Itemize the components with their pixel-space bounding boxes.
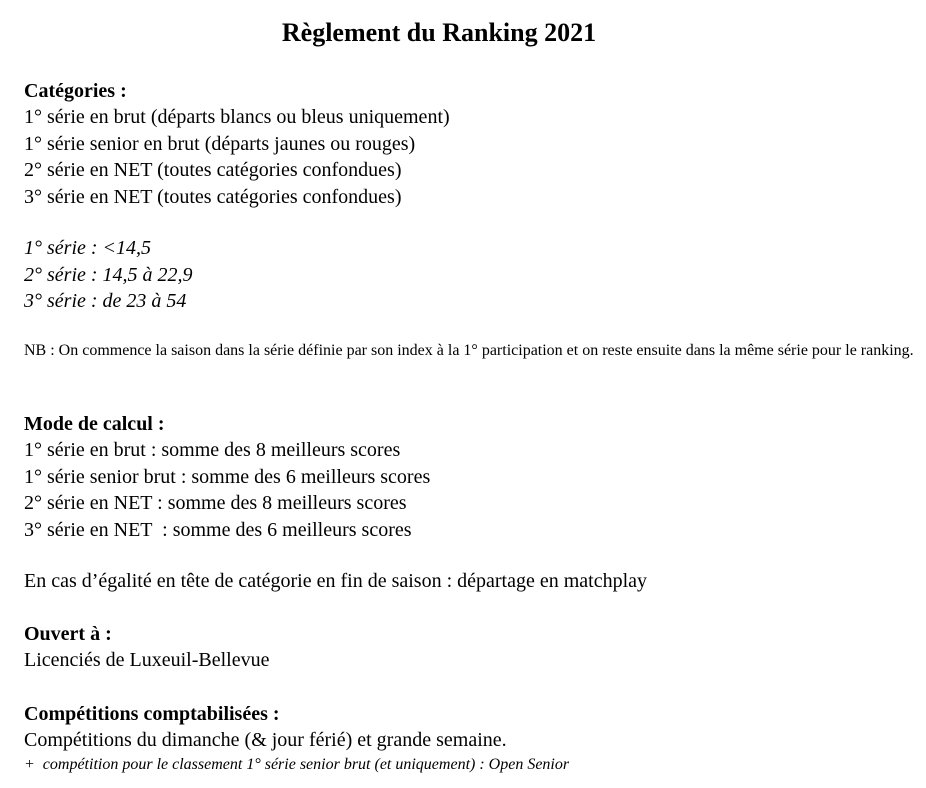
series-ranges-section <box>24 235 914 315</box>
open-to-section <box>24 621 914 674</box>
competitions-section <box>24 701 914 776</box>
series-range-item: 1° série : <14,5 <box>24 237 152 259</box>
open-to-text: Licenciés de Luxeuil-Bellevue <box>24 649 270 671</box>
calculation-item: 2° série en NET : somme des 8 meilleurs scores <box>24 492 407 514</box>
calculation-section <box>24 411 914 543</box>
competitions-text: Compétitions du dimanche (& jour férié) et grande semaine. <box>24 729 507 751</box>
calculation-item: 1° série senior brut : somme des 6 meilleurs scores <box>24 465 431 488</box>
series-range-item: 2° série : 14,5 à 22,9 <box>24 263 193 286</box>
category-item: 1° série senior en brut (départs jaunes ou rouges) <box>24 132 416 155</box>
category-item: 3° série en NET (toutes catégories confondues) <box>24 185 402 208</box>
categories-section <box>24 78 914 210</box>
season-note: NB : On commence la saison dans la série définie par son index à la 1° participation et on reste ensuite dans la même série pour le ranking. <box>24 342 914 359</box>
calculation-item: 3° série en NET : somme des 6 meilleurs scores <box>24 518 412 541</box>
categories-heading: Catégories : <box>24 80 127 102</box>
series-range-item: 3° série : de 23 à 54 <box>24 290 187 312</box>
calculation-item: 1° série en brut : somme des 8 meilleurs scores <box>24 439 401 461</box>
page-title: Règlement du Ranking 2021 <box>281 18 597 47</box>
category-item: 2° série en NET (toutes catégories confondues) <box>24 159 402 181</box>
competitions-extra: + compétition pour le classement 1° série senior brut (et uniquement) : Open Senior <box>24 755 570 773</box>
open-to-heading: Ouvert à : <box>24 623 112 645</box>
tie-rule: En cas d’égalité en tête de catégorie en fin de saison : départage en matchplay <box>24 570 648 592</box>
calculation-heading: Mode de calcul : <box>24 413 165 435</box>
competitions-heading: Compétitions comptabilisées : <box>24 703 280 725</box>
category-item: 1° série en brut (départs blancs ou bleus uniquement) <box>24 106 450 128</box>
